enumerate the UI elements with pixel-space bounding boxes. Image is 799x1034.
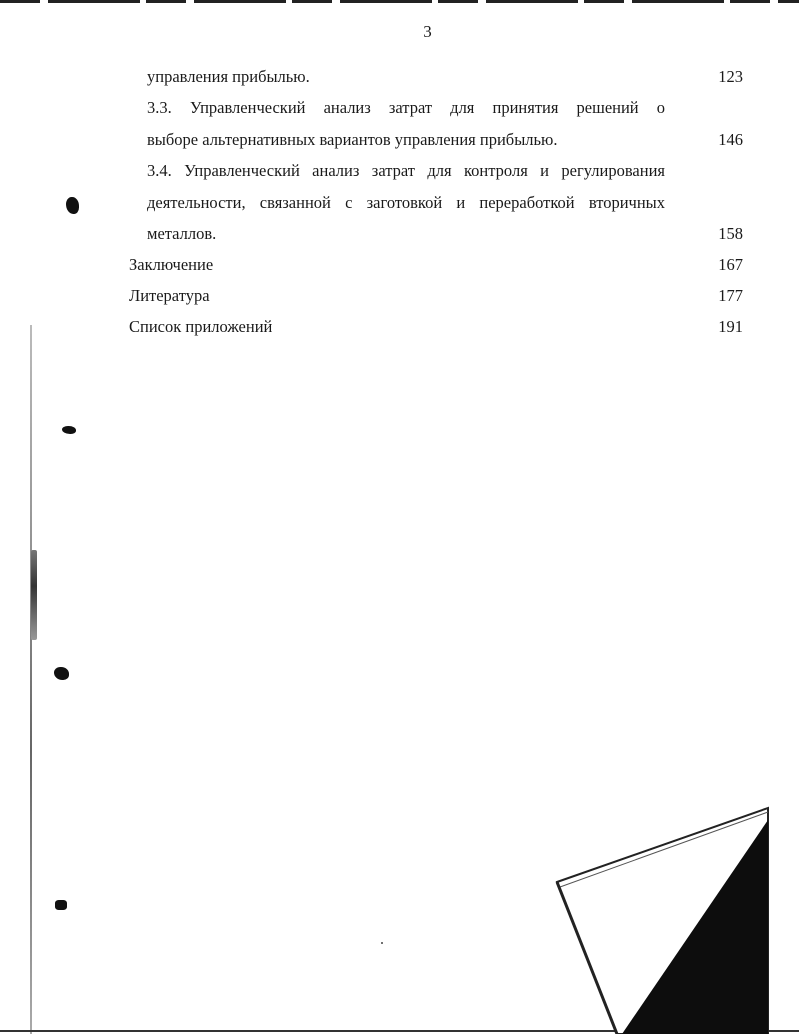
toc-entry-text: Список приложений [129, 317, 273, 336]
toc-entry-text: Литература [129, 286, 210, 305]
toc-entry-text: 3.3. Управленческий анализ затрат для принятия решений о [147, 98, 665, 117]
toc-entry-page: 167 [718, 255, 743, 274]
toc-entry-text: деятельности, связанной с заготовкой и переработкой вторичных [147, 193, 665, 212]
toc-entry-text: выборе альтернативных вариантов управления прибылью. [147, 130, 558, 149]
toc-entry-text: 3.4. Управленческий анализ затрат для контроля и регулирования [147, 161, 665, 180]
toc-entry-page: 146 [718, 130, 743, 149]
toc-entry-text: Заключение [129, 255, 214, 274]
toc-entry-page: 158 [718, 224, 743, 243]
toc-entry-page: 191 [718, 317, 743, 336]
page-number: 3 [423, 22, 432, 41]
toc-entry-text: управления прибылью. [147, 67, 310, 86]
toc-entry-text: металлов. [147, 224, 217, 243]
toc-entry-page: 177 [718, 286, 743, 305]
toc-entry-page: 123 [718, 67, 743, 86]
